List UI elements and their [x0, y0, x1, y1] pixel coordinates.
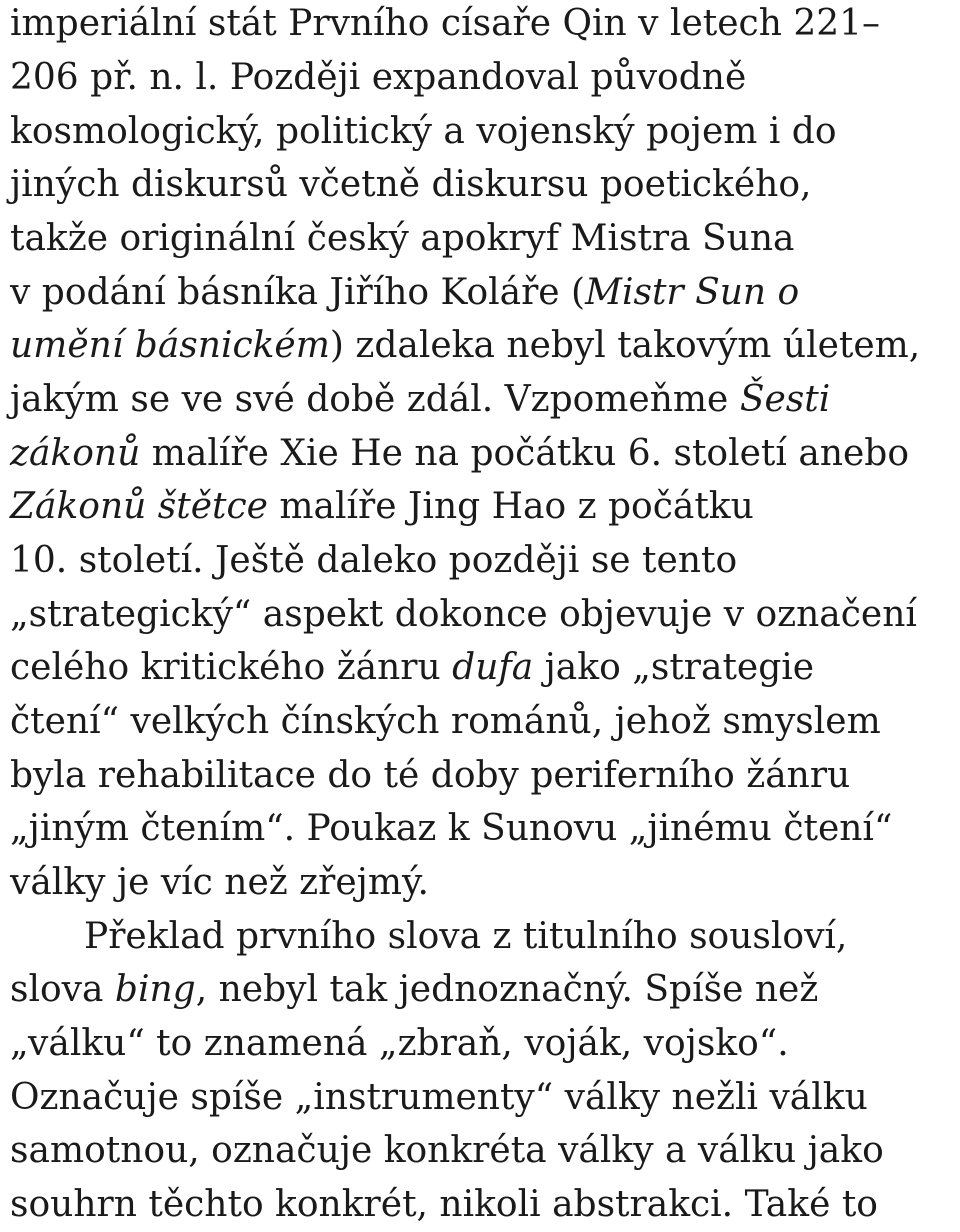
text-line: slova bing, nebyl tak jednoznačný. Spíše než: [10, 969, 819, 1010]
text-line: souhrn těchto konkrét, nikoli abstrakci. Také to: [10, 1184, 878, 1225]
text-line: „válku“ to znamená „zbraň, voják, vojsko“.: [10, 1023, 789, 1064]
text-line: imperiální stát Prvního císaře Qin v letech 221–: [10, 3, 881, 44]
text-line: v podání básníka Jiřího Koláře (Mistr Sun o: [10, 272, 800, 313]
text-line: zákonů malíře Xie He na počátku 6. století anebo: [10, 433, 910, 474]
text-line: umění básnickém) zdaleka nebyl takovým úletem,: [10, 325, 921, 366]
text-line: samotnou, označuje konkréta války a válku jako: [10, 1130, 884, 1171]
text-line: jiných diskursů včetně diskursu poetického,: [10, 164, 812, 205]
text-line: „strategický“ aspekt dokonce objevuje v označení: [10, 594, 917, 635]
text-line: 206 př. n. l. Později expandoval původně: [10, 57, 747, 98]
text-line: „jiným čtením“. Poukaz k Sunovu „jinému čtení“: [10, 808, 893, 849]
italic-title: Šesti: [739, 379, 831, 420]
text-line: Překlad prvního slova z titulního sousloví,: [84, 916, 848, 957]
italic-title: zákonů: [10, 433, 141, 474]
italic-term: dufa: [452, 647, 534, 688]
text-line: války je víc než zřejmý.: [10, 862, 429, 903]
italic-title: Mistr Sun o: [585, 272, 800, 313]
italic-title: Zákonů štětce: [10, 486, 268, 527]
text-line: jakým se ve své době zdál. Vzpomeňme Šesti: [10, 379, 831, 420]
text-line: takže originální český apokryf Mistra Suna: [10, 218, 795, 259]
text-line: celého kritického žánru dufa jako „strategie: [10, 647, 815, 688]
text-line: 10. století. Ještě daleko později se tento: [10, 540, 738, 581]
italic-term: bing: [114, 969, 196, 1010]
text-line: Zákonů štětce malíře Jing Hao z počátku: [10, 486, 754, 527]
italic-title: umění básnickém: [10, 325, 330, 366]
text-line: Označuje spíše „instrumenty“ války nežli válku: [10, 1077, 868, 1118]
text-line: kosmologický, politický a vojenský pojem i do: [10, 111, 837, 152]
text-line: byla rehabilitace do té doby periferního žánru: [10, 755, 851, 796]
text-line: čtení“ velkých čínských románů, jehož smyslem: [10, 701, 881, 742]
